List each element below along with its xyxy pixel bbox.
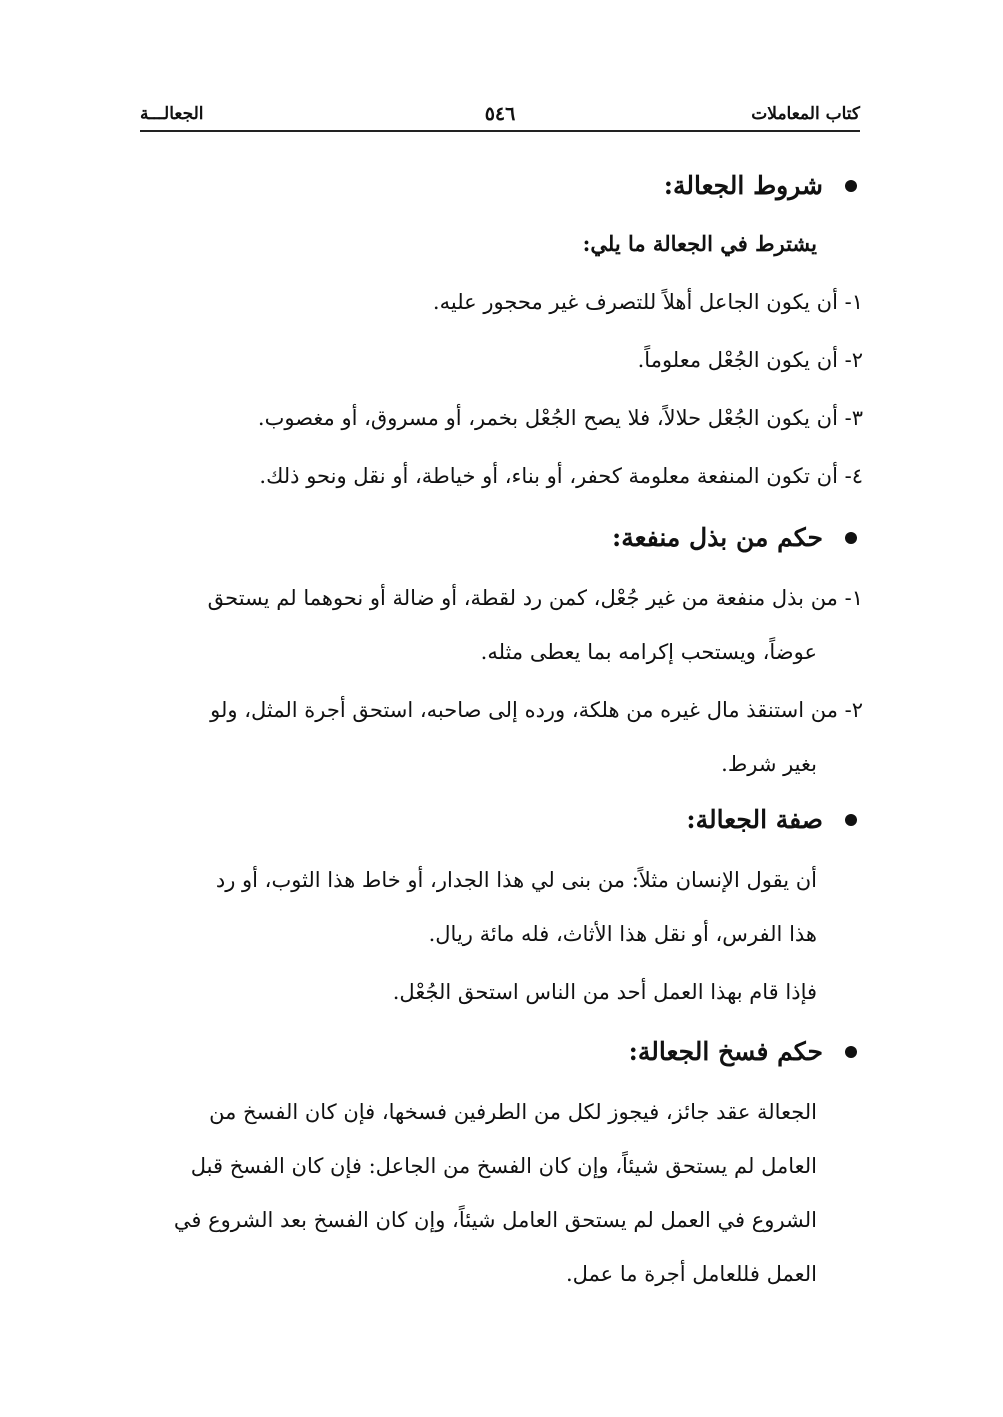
section-heading xyxy=(612,516,863,560)
text-line: العمل فللعامل أجرة ما عمل. xyxy=(565,1262,817,1286)
page-number: ٥٤٦ xyxy=(484,103,516,125)
section-heading xyxy=(686,798,863,842)
section-heading xyxy=(664,164,863,208)
text-line: يشترط في الجعالة ما يلي: xyxy=(582,231,817,256)
text-line: العامل لم يستحق شيئاً، وإن كان الفسخ من الجاعل: فإن كان الفسخ قبل xyxy=(190,1154,817,1178)
text-line: هذا الفرس، أو نقل هذا الأثاث، فله مائة ريال. xyxy=(428,922,817,946)
bullet-icon xyxy=(845,180,857,192)
text-line: الشروع في العمل لم يستحق العامل شيئاً، وإن كان الفسخ بعد الشروع في xyxy=(173,1208,817,1232)
text-line: ٤- أن تكون المنفعة معلومة كحفر، أو بناء، أو خياطة، أو نقل ونحو ذلك. xyxy=(259,464,863,488)
text-line: أن يقول الإنسان مثلاً: من بنى لي هذا الجدار، أو خاط هذا الثوب، أو رد xyxy=(215,868,817,892)
bullet-icon xyxy=(845,814,857,826)
section-heading xyxy=(629,1030,863,1074)
page-header xyxy=(140,100,860,132)
section-heading-text: صفة الجعالة: xyxy=(686,805,823,834)
text-line: بغير شرط. xyxy=(721,752,817,776)
text-line: ٣- أن يكون الجُعْل حلالاً، فلا يصح الجُعْل بخمر، أو مسروق، أو مغصوب. xyxy=(257,406,863,430)
bullet-icon xyxy=(845,532,857,544)
text-line: ٢- من استنقذ مال غيره من هلكة، ورده إلى صاحبه، استحق أجرة المثل، ولو xyxy=(210,698,863,722)
section-heading-text: حكم فسخ الجعالة: xyxy=(628,1037,823,1066)
text-line: ١- أن يكون الجاعل أهلاً للتصرف غير محجور عليه. xyxy=(432,290,863,314)
text-line: ١- من بذل منفعة من غير جُعْل، كمن رد لقطة، أو ضالة أو نحوهما لم يستحق xyxy=(207,586,863,610)
section-heading-text: شروط الجعالة: xyxy=(663,171,823,200)
text-line: عوضاً، ويستحب إكرامه بما يعطى مثله. xyxy=(480,640,817,664)
section-title: الجعالـــة xyxy=(140,104,204,124)
section-heading-text: حكم من بذل منفعة: xyxy=(612,523,823,552)
text-line: الجعالة عقد جائز، فيجوز لكل من الطرفين فسخها، فإن كان الفسخ من xyxy=(209,1100,817,1124)
text-line: فإذا قام بهذا العمل أحد من الناس استحق الجُعْل. xyxy=(392,980,817,1004)
bullet-icon xyxy=(845,1046,857,1058)
text-line: ٢- أن يكون الجُعْل معلوماً. xyxy=(637,348,863,372)
book-title: كتاب المعاملات xyxy=(751,104,860,124)
